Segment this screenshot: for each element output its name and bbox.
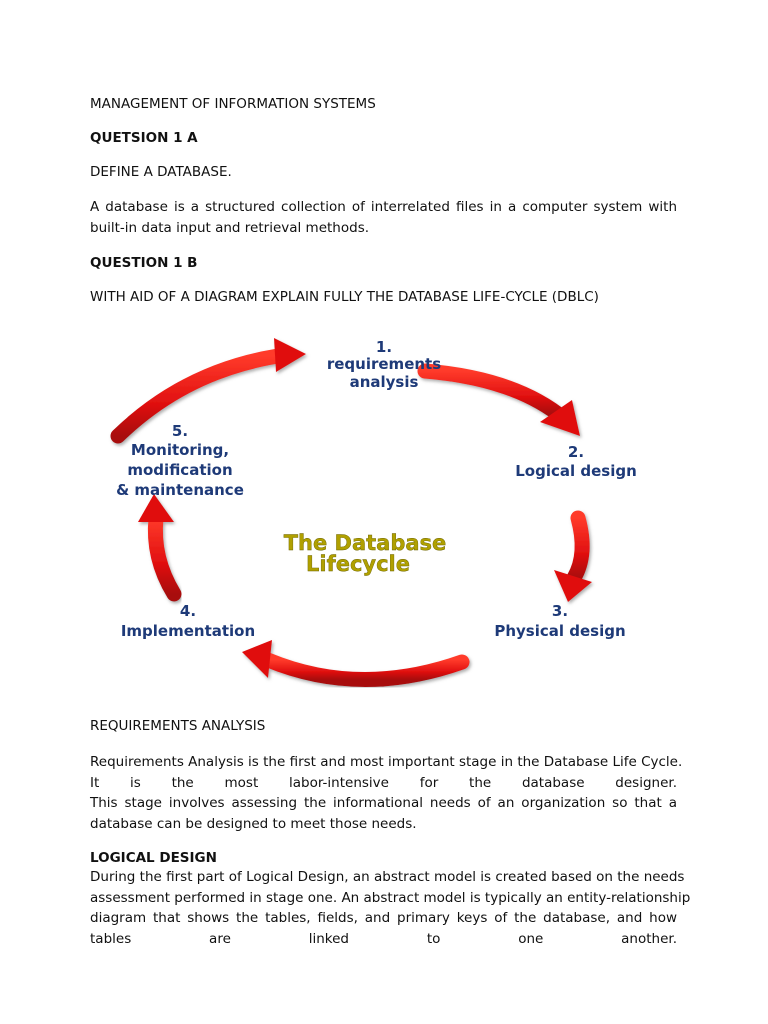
question-1b-prompt: WITH AID OF A DIAGRAM EXPLAIN FULLY THE DATABASE LIFE-CYCLE (DBLC) — [90, 289, 599, 305]
requirements-heading: REQUIREMENTS ANALYSIS — [90, 718, 266, 734]
step-label: Logical design — [515, 462, 637, 480]
answer-line: built-in data input and retrieval methods. — [90, 219, 370, 236]
step-implementation — [121, 602, 255, 640]
arrow-monitoring-to-requirements — [118, 338, 306, 436]
arrow-logical-to-physical — [554, 518, 592, 602]
answer-line: A database is a structured collection of interrelated files in a computer system with — [90, 199, 677, 215]
paragraph-line: diagram that shows the tables, fields, and primary keys of the database, and how — [90, 910, 677, 926]
step-label: Physical design — [494, 622, 626, 640]
step-number: 3. — [551, 602, 569, 620]
step-label: Implementation — [120, 622, 256, 640]
diagram-title-line: The Database — [283, 531, 447, 555]
logical-design-heading: LOGICAL DESIGN — [90, 850, 217, 866]
arrow-requirements-to-logical — [425, 371, 580, 436]
database-lifecycle-diagram — [90, 326, 670, 710]
step-label: Monitoring, — [130, 441, 230, 459]
paragraph-line: Requirements Analysis is the first and most important stage in the Database Life Cycle. — [90, 754, 683, 770]
requirements-paragraph — [90, 752, 683, 834]
step-label: & maintenance — [116, 481, 244, 499]
step-number: 4. — [179, 602, 197, 620]
diagram-title-line: Lifecycle — [306, 552, 410, 576]
step-monitoring-maintenance — [116, 422, 244, 499]
step-number: 2. — [567, 443, 585, 461]
question-1a-heading: QUETSION 1 A — [90, 130, 198, 146]
arrow-physical-to-implementation — [242, 640, 462, 680]
step-physical-design — [494, 602, 625, 640]
paragraph-line: During the first part of Logical Design, an abstract model is created based on the needs — [90, 869, 685, 885]
step-requirements-analysis — [327, 338, 441, 391]
paragraph-line: tables are linked to one another. — [90, 930, 677, 947]
paragraph-line: It is the most labor-intensive for the database designer. — [90, 774, 677, 791]
step-logical-design — [515, 443, 637, 480]
paragraph-line: This stage involves assessing the informational needs of an organization so that a — [90, 795, 677, 811]
diagram-title — [284, 531, 447, 576]
course-title: MANAGEMENT OF INFORMATION SYSTEMS — [90, 96, 376, 112]
logical-design-paragraph — [90, 867, 691, 949]
step-label: analysis — [349, 373, 419, 391]
step-label: modification — [127, 461, 233, 479]
step-number: 5. — [171, 422, 189, 440]
step-number: 1. — [375, 338, 393, 356]
question-1a-prompt: DEFINE A DATABASE. — [90, 164, 232, 180]
arrow-implementation-to-monitoring — [138, 494, 174, 594]
step-label: requirements — [326, 355, 442, 373]
question-1b-heading: QUESTION 1 B — [90, 255, 198, 271]
paragraph-line: database can be designed to meet those needs. — [90, 815, 417, 832]
question-1a-answer — [90, 197, 677, 238]
paragraph-line: assessment performed in stage one. An abstract model is typically an entity-relationship — [90, 889, 691, 906]
